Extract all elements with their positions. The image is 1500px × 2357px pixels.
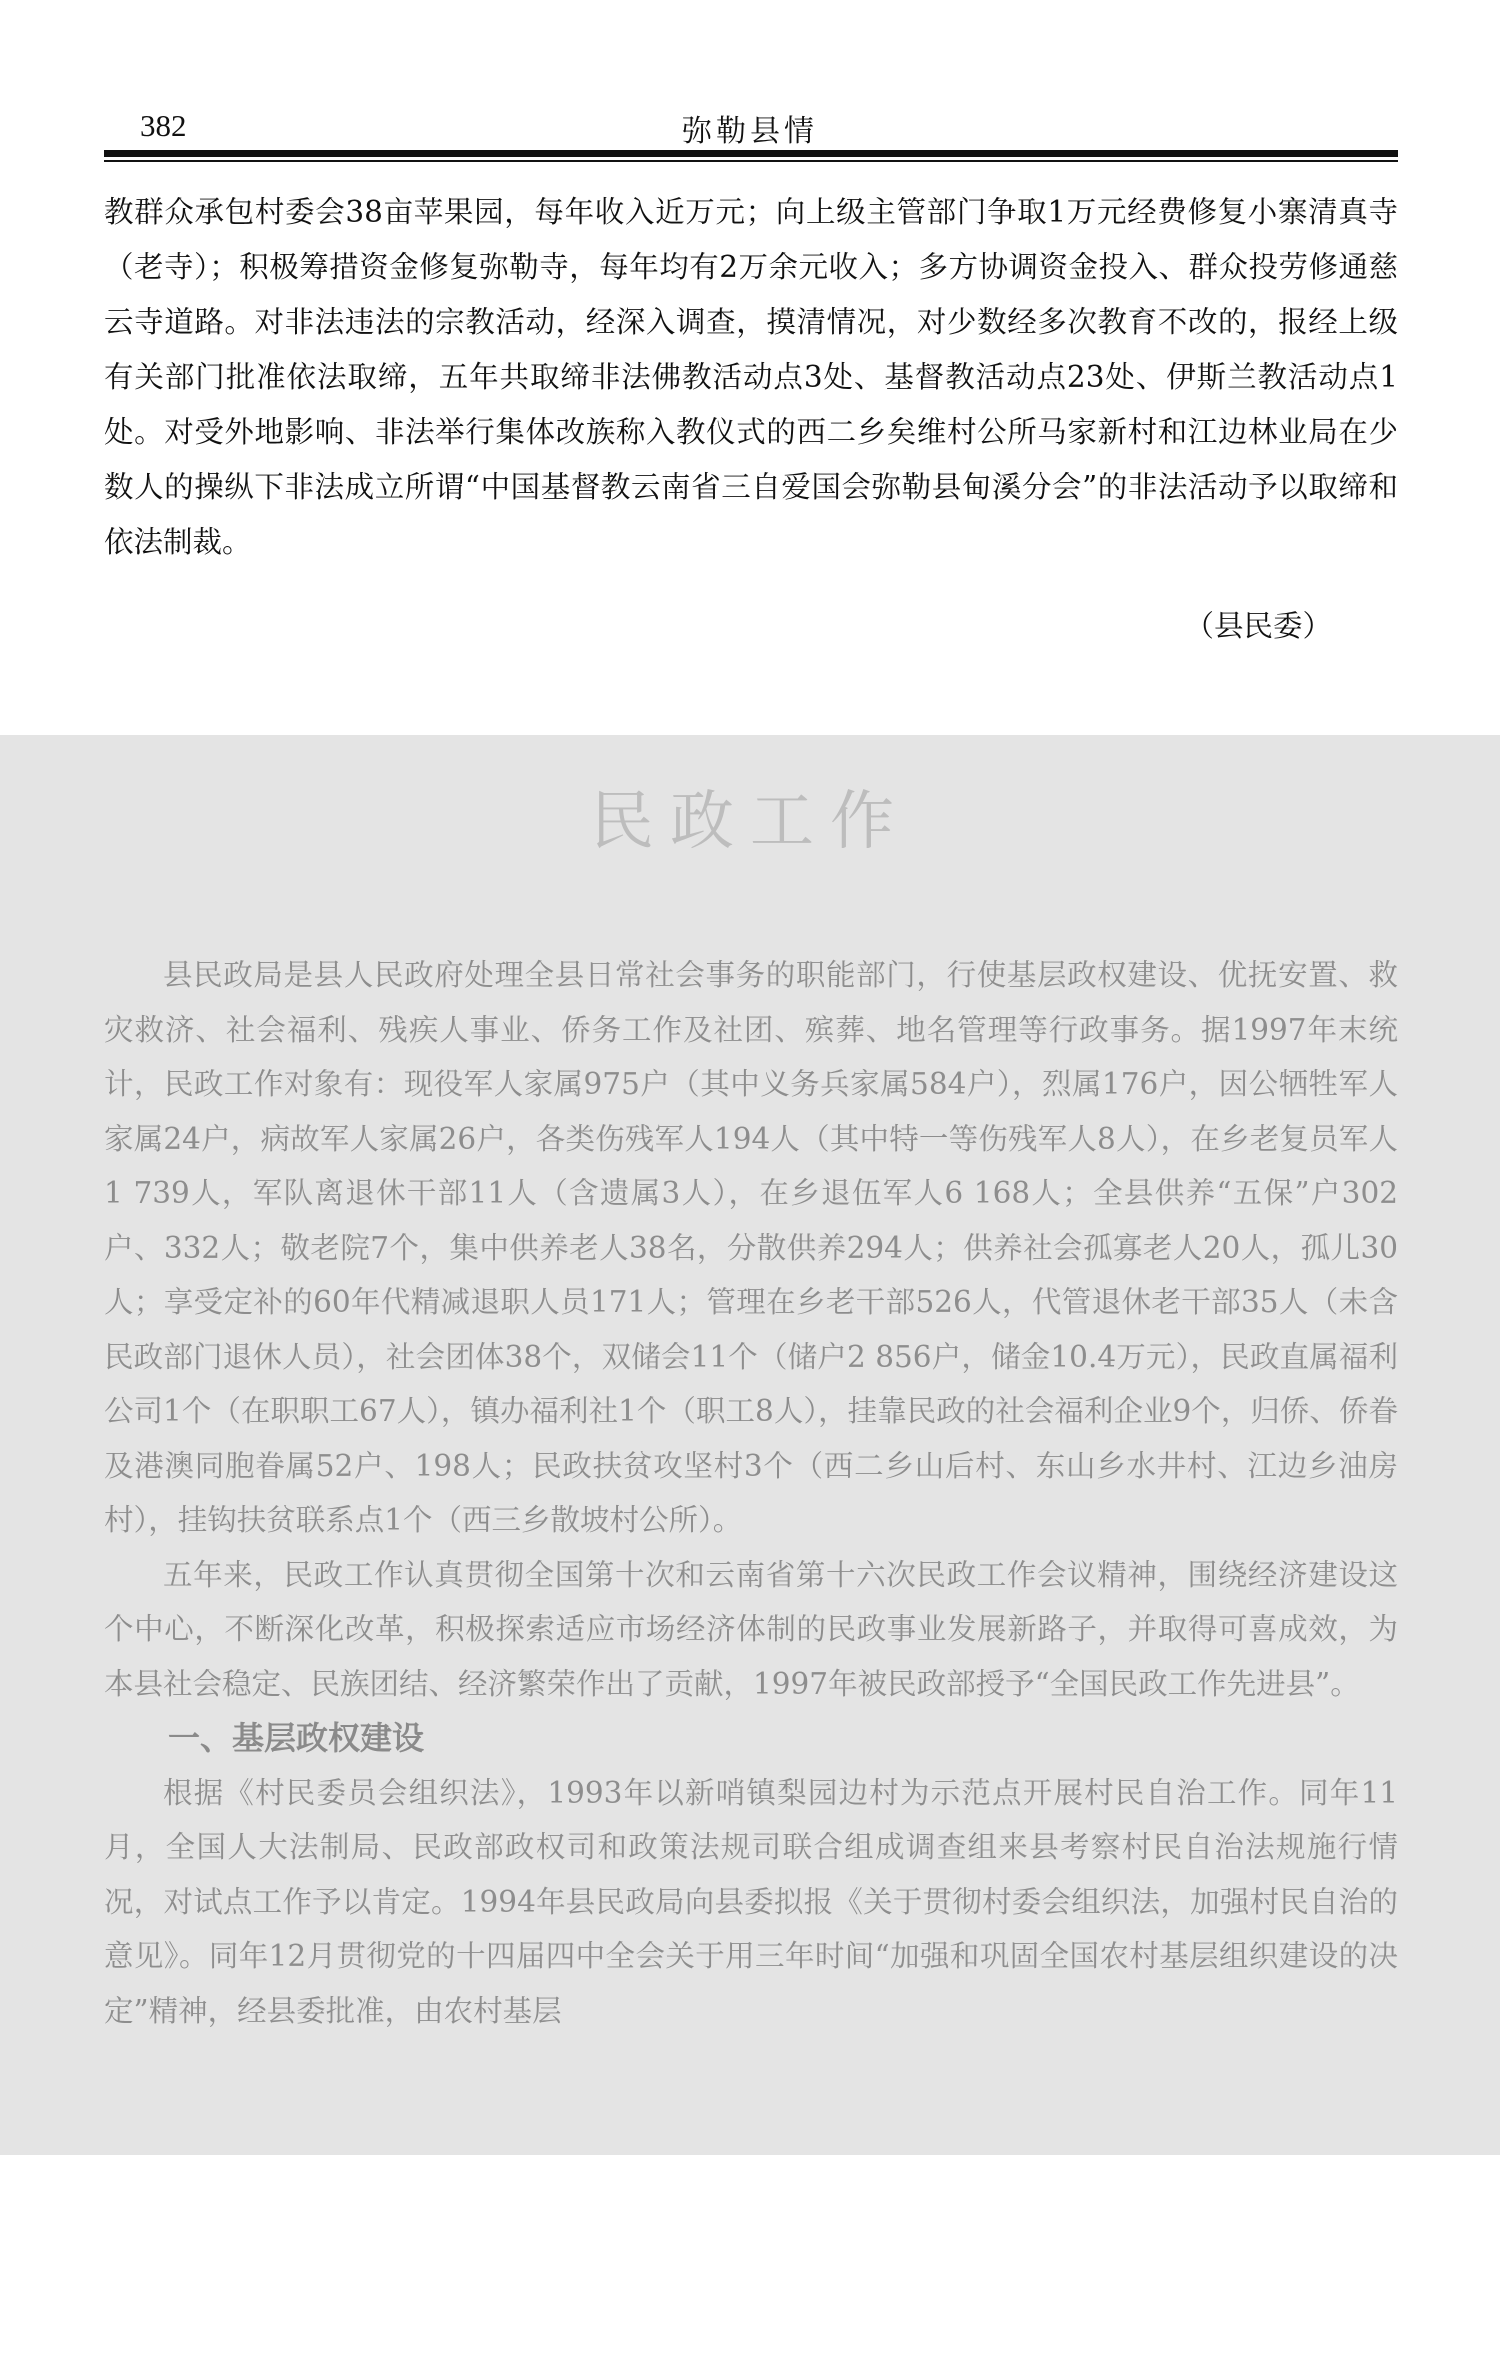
upper-text-block (104, 185, 1398, 570)
subsection-paragraph: 根据《村民委员会组织法》，1993年以新哨镇梨园边村为示范点开展村民自治工作。同年11月，全国人大法制局、民政部政权司和政策法规司联合组成调查组来县考察村民自治法规施行情况，对试点工作予以肯定。1994年县民政局向县委拟报《关于贯彻村委会组织法，加强村民自治的意见》。同年12月贯彻党的十四届四中全会关于用三年时间“加强和巩固全国农村基层组织建设的决定”精神，经县委批准，由农村基层 (104, 1775, 1398, 2028)
page-number: 382 (140, 108, 187, 143)
section-body (104, 948, 1398, 2038)
running-title: 弥勒县情 (682, 114, 818, 149)
upper-paragraph: 教群众承包村委会38亩苹果园，每年收入近万元；向上级主管部门争取1万元经费修复小寨清真寺（老寺）；积极筹措资金修复弥勒寺，每年均有2万余元收入；多方协调资金投入、群众投劳修通慈云寺道路。对非法违法的宗教活动，经深入调查，摸清情况，对少数经多次教育不改的，报经上级有关部门批准依法取缔，五年共取缔非法佛教活动点3处、基督教活动点23处、伊斯兰教活动点1处。对受外地影响、非法举行集体改族称入教仪式的西二乡矣维村公所马家新村和江边林业局在少数人的操纵下非法成立所谓“中国基督教云南省三自爱国会弥勒县甸溪分会”的非法活动予以取缔和依法制裁。 (104, 195, 1398, 559)
header-rule-thin (104, 160, 1398, 162)
section-paragraph-1: 县民政局是县人民政府处理全县日常社会事务的职能部门，行使基层政权建设、优抚安置、救灾救济、社会福利、残疾人事业、侨务工作及社团、殡葬、地名管理等行政事务。据1997年末统计，民政工作对象有：现役军人家属975户（其中义务兵家属584户），烈属176户，因公牺牲军人家属24户，病故军人家属26户，各类伤残军人194人（其中特一等伤残军人8人），在乡老复员军人1 739人，军队离退休干部11人（含遗属3人），在乡退伍军人6 168人；全县供养“五保”户302户、332人；敬老院7个，集中供养老人38名，分散供养294人；供养社会孤寡老人20人，孤儿30人；享受定补的60年代精减退职人员171人；管理在乡老干部526人，代管退休老干部35人（未含民政部门退休人员），社会团体38个，双储会11个（储户2 856户，储金10.4万元），民政直属福利公司1个（在职职工67人），镇办福利社1个（职工8人），挂靠民政的社会福利企业9个，归侨、侨眷及港澳同胞眷属52户、198人；民政扶贫攻坚村3个（西二乡山后村、东山乡水井村、江边乡油房村），挂钩扶贫联系点1个（西三乡散坡村公所）。 (104, 958, 1398, 1537)
section-paragraph-2: 五年来，民政工作认真贯彻全国第十次和云南省第十六次民政工作会议精神，围绕经济建设这个中心，不断深化改革，积极探索适应市场经济体制的民政事业发展新路子，并取得可喜成效，为本县社会稳定、民族团结、经济繁荣作出了贡献，1997年被民政部授予“全国民政工作先进县”。 (104, 1557, 1398, 1701)
header-rule-thick (104, 150, 1398, 157)
subheading: 一、基层政权建设 (168, 1719, 425, 1757)
signature: （县民委） (1184, 609, 1332, 643)
section-title: 民政工作 (590, 785, 910, 859)
